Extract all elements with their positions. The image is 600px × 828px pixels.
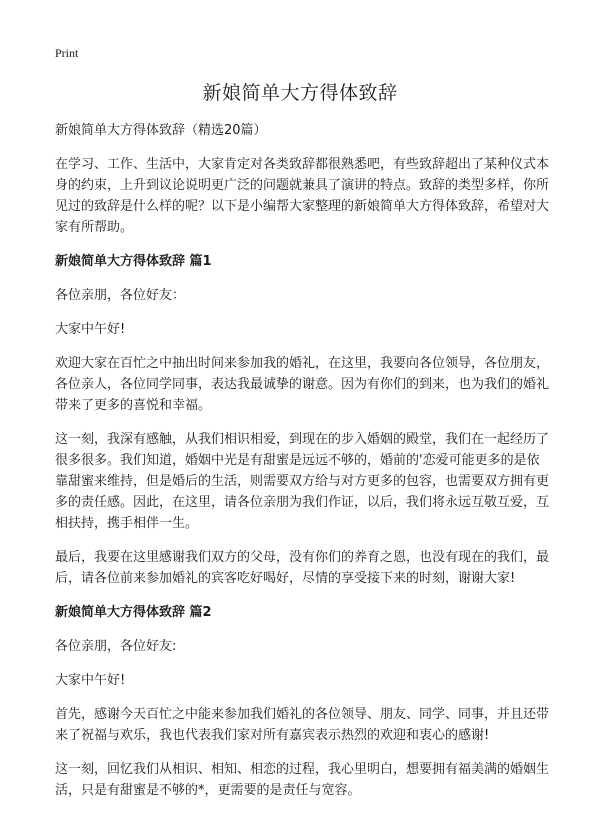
- section-heading-1: 新娘简单大方得体致辞 篇1: [55, 254, 212, 269]
- paragraph: 欢迎大家在百忙之中抽出时间来参加我的婚礼，在这里，我要向各位领导，各位朋友，各位亲人，各位同学同事，表达我最诚挚的谢意。因为有你们的到来，也为我们的婚礼带来了更多的喜悦和幸福。: [55, 356, 550, 413]
- paragraph: 大家中午好!: [55, 673, 126, 688]
- paragraph: 各位亲朋，各位好友:: [55, 639, 177, 654]
- paragraph: 大家中午好!: [55, 322, 126, 337]
- paragraph: 首先，感谢今天百忙之中能来参加我们婚礼的各位领导、朋友、同学、同事，并且还带来了祝福与欢乐，我也代表我们家对所有嘉宾表示热烈的欢迎和衷心的感谢!: [55, 707, 550, 743]
- section-heading-2: 新娘简单大方得体致辞 篇2: [55, 605, 212, 620]
- document-body: [55, 120, 551, 814]
- paragraph: 这一刻，我深有感触，从我们相识相爱，到现在的步入婚姻的殿堂，我们在一起经历了很多很多。我们知道，婚姻中光是有甜蜜是远远不够的，婚前的'恋爱可能更多的是依靠甜蜜来维持，但是婚后的生活，则需要双方给与对方更多的包容，也需要双方拥有更多的责任感。因此，在这里，请各位亲朋为我们作证，以后，我们将永远互敬互爱，互相扶持，携手相伴一生。: [55, 432, 550, 531]
- paragraph: 这一刻，回忆我们从相识、相知、相恋的过程，我心里明白，想要拥有福美满的婚姻生活，只是有甜蜜是不够的*，更需要的是责任与宽容。: [55, 762, 550, 798]
- subtitle: 新娘简单大方得体致辞（精选20篇）: [55, 123, 267, 138]
- print-link[interactable]: Print: [55, 46, 79, 60]
- intro-paragraph: 在学习、工作、生活中，大家肯定对各类致辞都很熟悉吧，有些致辞超出了某种仪式本身的约束，上升到议论说明更广泛的问题就兼具了演讲的特点。致辞的类型多样，你所见过的致辞是什么样的呢？以下是小编帮大家整理的新娘简单大方得体致辞，希望对大家有所帮助。: [55, 157, 550, 235]
- paragraph: 最后，我要在这里感谢我们双方的父母，没有你们的养育之恩，也没有现在的我们，最后，请各位前来参加婚礼的宾客吃好喝好，尽情的享受接下来的时刻，谢谢大家!: [55, 550, 550, 586]
- page-title: 新娘简单大方得体致辞: [202, 82, 398, 104]
- paragraph: 各位亲朋，各位好友：: [55, 288, 186, 303]
